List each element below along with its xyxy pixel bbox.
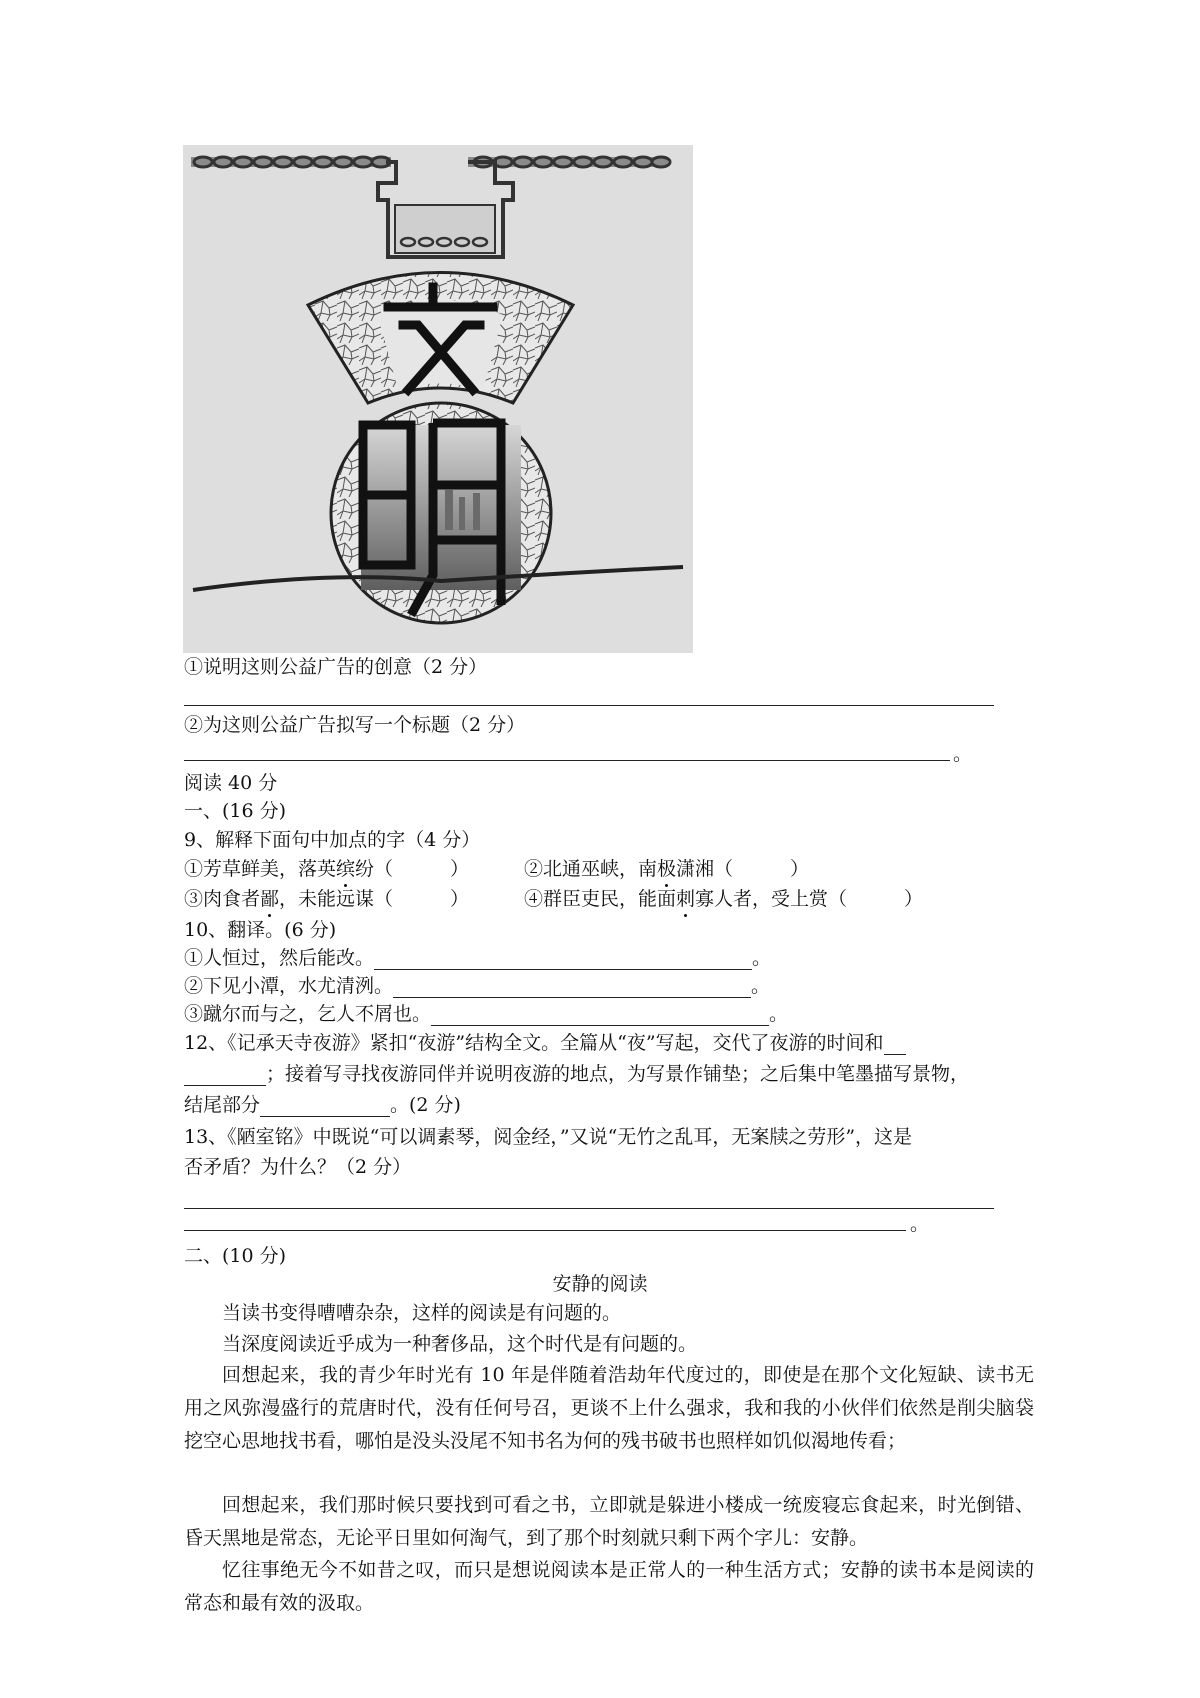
q12-line1 <box>184 1031 906 1055</box>
passage-paragraph-4: 回想起来，我们那时候只要找到可看之书，立即就是躲进小楼成一统废寝忘食起来，时光倒错、昏天黑地是常态，无论平日里如何淘气，到了那个时刻就只剩下两个字儿：安静。 <box>184 1494 1034 1549</box>
q8-sub2-answer-line[interactable] <box>184 760 950 761</box>
q10-a-period: 。 <box>752 947 772 969</box>
q12-line2 <box>184 1062 969 1086</box>
q8-sub2-period: 。 <box>953 743 973 765</box>
q10-c-answer-line[interactable] <box>431 1007 769 1026</box>
q10-item-c <box>184 1002 788 1026</box>
passage-paragraph-1: 当读书变得嘈嘈杂杂，这样的阅读是有问题的。 <box>222 1302 622 1324</box>
chain-left-icon <box>191 157 391 167</box>
q10-title: 10、翻译。(6 分) <box>184 919 337 941</box>
q10-item-b <box>184 974 770 998</box>
circle-ming-icon <box>331 403 551 623</box>
q12-line3-text: 结尾部分 <box>184 1094 261 1116</box>
q9-item-a <box>184 857 469 881</box>
chain-right-icon <box>468 157 670 167</box>
q10-item-a <box>184 946 771 970</box>
q12-blank1b[interactable] <box>184 1067 266 1086</box>
q8-sub1: ①说明这则公益广告的创意（2 分） <box>184 656 488 678</box>
q10-c-text: ③蹴尔而与之，乞人不屑也。 <box>184 1003 432 1025</box>
q12-line3-score: 。(2 分) <box>390 1094 461 1116</box>
q13-answer-line2[interactable] <box>184 1230 906 1231</box>
q10-b-answer-line[interactable] <box>393 979 751 998</box>
q9-b-text: ②北通巫峡，南 <box>524 858 658 880</box>
q12-line2-text: ；接着写寻找夜游同伴并说明夜游的地点，为写景作铺垫；之后集中笔墨描写景物， <box>266 1063 970 1085</box>
passage-paragraph-2: 当深度阅读近乎成为一种奢侈品，这个时代是有问题的。 <box>222 1333 698 1355</box>
passage-paragraph-5: 忆往事绝无今不如昔之叹，而只是想说阅读本是正常人的一种生活方式；安静的读书本是阅读的常态和最有效的汲取。 <box>184 1559 1034 1614</box>
q12-line1-text: 12、《记承天寺夜游》紧扣“夜游”结构全文。全篇从“夜”写起，交代了夜游的时间和 <box>184 1032 884 1054</box>
q9-c-dotted-char: 鄙 <box>260 888 280 910</box>
q9-item-d <box>524 887 923 911</box>
q13-line1: 13、《陋室铭》中既说“可以调素琴，阅金经，”又说“无竹之乱耳，无案牍之劳形”，这是 <box>184 1126 913 1148</box>
q12-blank1a[interactable] <box>884 1036 906 1055</box>
q9-d-text: ④群臣吏民，能面 <box>524 888 677 910</box>
q13-answer-line1[interactable] <box>184 1208 994 1209</box>
reading-header: 阅读 40 分 <box>184 772 278 794</box>
q9-item-c <box>184 887 469 911</box>
q9-c-text: ③肉食者 <box>184 888 261 910</box>
q9-d-dotted-char: 刺 <box>676 888 696 910</box>
q9-c-blank[interactable]: ，未能远谋（ ） <box>279 888 470 910</box>
q10-c-period: 。 <box>769 1003 789 1025</box>
q9-b-dotted-char: 极 <box>657 858 677 880</box>
part1-label: 一、(16 分) <box>184 800 287 822</box>
q9-title: 9、解释下面句中加点的字（4 分） <box>184 829 481 851</box>
q9-item-b <box>524 857 809 881</box>
q12-blank2[interactable] <box>260 1098 390 1117</box>
q10-a-answer-line[interactable] <box>374 951 752 970</box>
passage-title: 安静的阅读 <box>552 1273 648 1295</box>
q9-a-text: ①芳草鲜美，落英 <box>184 858 337 880</box>
q13-period: 。 <box>910 1213 930 1235</box>
poster-image <box>183 145 693 653</box>
q9-a-dotted-char: 缤 <box>336 858 356 880</box>
q10-b-period: 。 <box>751 975 771 997</box>
q8-sub2: ②为这则公益广告拟写一个标题（2 分） <box>184 714 526 736</box>
q10-b-text: ②下见小潭，水尤清洌。 <box>184 975 394 997</box>
q12-line3 <box>184 1093 461 1117</box>
q9-a-blank[interactable]: 纷（ ） <box>355 858 470 880</box>
q9-d-blank[interactable]: 寡人者，受上赏（ ） <box>695 888 924 910</box>
q13-line2: 否矛盾？为什么？（2 分） <box>184 1156 412 1178</box>
q9-b-blank[interactable]: 潇湘（ ） <box>676 858 810 880</box>
part2-label: 二、(10 分) <box>184 1245 287 1267</box>
passage-paragraph-3: 回想起来，我的青少年时光有 10 年是伴随着浩劫年代度过的，即使是在那个文化短缺、读书无用之风弥漫盛行的荒唐时代，没有任何号召，更谈不上什么强求，我和我的小伙伴们依然是削尖脑袋挖空心思地找书看，哪怕是没头没尾不知书名为何的残书破书也照样如饥似渴地传看； <box>184 1364 1034 1452</box>
q8-sub1-answer-line[interactable] <box>184 705 994 706</box>
q10-a-text: ①人恒过，然后能改。 <box>184 947 375 969</box>
